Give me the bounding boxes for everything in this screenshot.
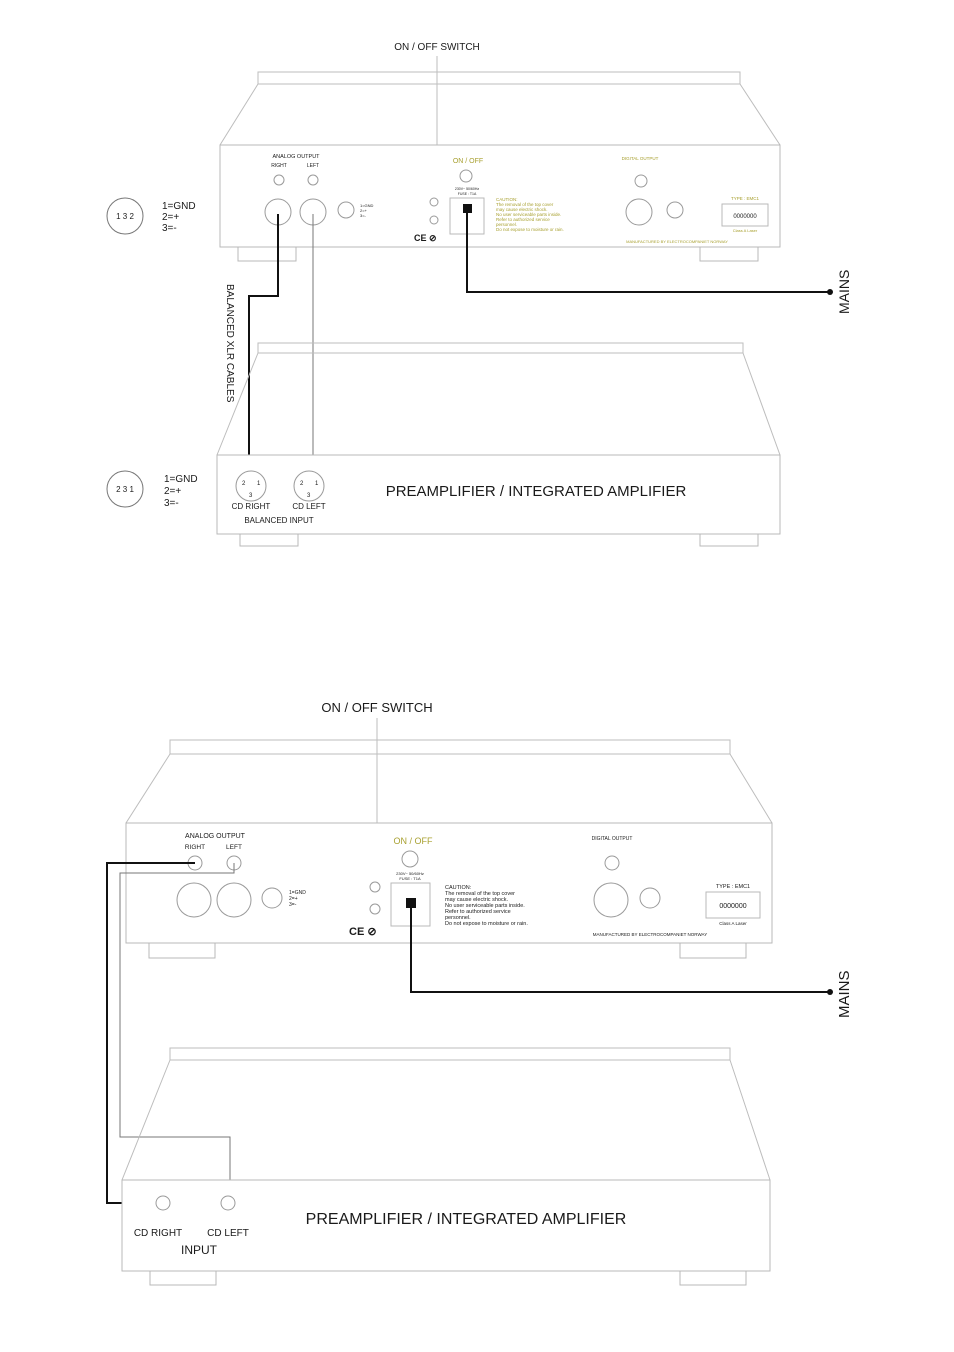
bottom-cd-left-label: CD LEFT: [207, 1228, 249, 1239]
top-balanced-input-label: BALANCED INPUT: [244, 516, 314, 525]
top-amp-r-pin3: 3: [249, 493, 253, 499]
bottom-digital-pins-icon: [640, 888, 660, 908]
bottom-mains-label: MAINS: [836, 970, 853, 1018]
bottom-small-pin-2: 2=+: [289, 896, 298, 902]
top-serial-number: 0000000: [733, 214, 757, 220]
svg-text:Do not expose to moisture or r: Do not expose to moisture or rain.: [496, 227, 564, 232]
svg-text:may cause electric shock.: may cause electric shock.: [496, 207, 548, 212]
bottom-mains-cable-end: [827, 989, 833, 995]
top-voltage-label: 230V~ 50/60Hz: [454, 187, 480, 191]
top-small-pin-1: 1=GND: [360, 203, 374, 208]
top-right-label: RIGHT: [271, 163, 287, 169]
xlr-out-line-1: 1=GND: [162, 201, 196, 212]
xlr-in-line-3: 3=-: [164, 498, 179, 509]
bottom-type-label: TYPE : EMC1: [715, 884, 751, 890]
svg-text:Refer to authorized service: Refer to authorized service: [445, 909, 511, 915]
top-amp-title: PREAMPLIFIER / INTEGRATED AMPLIFIER: [385, 483, 687, 500]
bottom-xlr-pins-icon: [262, 888, 282, 908]
top-digital-rca: [635, 175, 647, 187]
top-amplifier-unit: [217, 343, 780, 546]
top-diagram: [107, 42, 852, 546]
bottom-right-label: RIGHT: [184, 844, 206, 851]
bottom-fuse-label: FUSE : T1A: [399, 876, 421, 881]
top-terminal-icon: [430, 216, 438, 224]
svg-text:Refer to authorized service: Refer to authorized service: [496, 217, 550, 222]
top-cd-right-label: CD RIGHT: [231, 502, 271, 511]
bottom-amplifier-unit: [122, 1048, 770, 1285]
top-cd-left-label: CD LEFT: [292, 502, 326, 511]
svg-text:CAUTION:: CAUTION:: [496, 197, 518, 202]
top-digital-xlr: [626, 199, 652, 225]
svg-text:personnel.: personnel.: [445, 915, 471, 921]
bottom-terminal-icon: [370, 904, 380, 914]
svg-text:may cause electric shock.: may cause electric shock.: [445, 897, 508, 903]
bottom-digital-rca: [605, 856, 619, 870]
bottom-left-label: LEFT: [226, 844, 242, 851]
xlr-in-pins: 2 3 1: [116, 485, 134, 494]
bottom-input-label: INPUT: [181, 1243, 217, 1257]
top-on-off-text: ON / OFF: [452, 158, 484, 165]
svg-text:CAUTION:: CAUTION:: [445, 885, 472, 891]
bottom-power-switch[interactable]: [402, 851, 418, 867]
bottom-diagram: [107, 700, 853, 1285]
xlr-out-line-3: 3=-: [162, 223, 177, 234]
bottom-xlr-out-right: [177, 883, 211, 917]
bottom-source-unit: [126, 740, 772, 958]
svg-text:Do not expose to moisture or r: Do not expose to moisture or rain.: [445, 921, 528, 927]
bottom-on-off-text: ON / OFF: [393, 836, 433, 846]
top-digital-xlr-small: [338, 202, 354, 218]
top-analog-output-label: ANALOG OUTPUT: [272, 154, 320, 160]
top-xlr-legend-in: [107, 471, 198, 509]
svg-text:The removal of the top cover: The removal of the top cover: [496, 202, 554, 207]
bottom-cd-right-label: CD RIGHT: [133, 1228, 183, 1239]
top-type-label: TYPE : EMC1: [730, 196, 760, 201]
bottom-xlr-out-left: [217, 883, 251, 917]
top-laser-label: Class A Laser: [732, 228, 758, 233]
bottom-ground-icon: [370, 882, 380, 892]
bottom-small-pin-3: 3=-: [289, 902, 297, 908]
top-rca-right: [274, 175, 284, 185]
top-amp-l-pin3: 3: [307, 493, 311, 499]
xlr-in-line-2: 2=+: [164, 486, 182, 497]
bottom-amp-rca-left: [221, 1196, 235, 1210]
top-digital-output-label: DIGITAL OUTPUT: [621, 156, 659, 161]
bottom-digital-xlr: [594, 883, 628, 917]
bottom-digital-output-label: DIGITAL OUTPUT: [591, 836, 633, 842]
top-mains-label: MAINS: [836, 269, 852, 314]
top-manufactured-label: MANUFACTURED BY ELECTROCOMPANIET NORWAY: [626, 239, 728, 244]
bottom-ce-mark: CE ⊘: [349, 926, 377, 938]
svg-text:No user serviceable parts insi: No user serviceable parts inside.: [496, 212, 562, 217]
top-ground-icon: [430, 198, 438, 206]
top-amp-l-pin1: 1: [315, 481, 319, 487]
svg-text:personnel.: personnel.: [496, 222, 518, 227]
top-small-pin-2: 2=+: [360, 208, 367, 213]
xlr-out-pins: 1 3 2: [116, 212, 134, 221]
top-cable-label: BALANCED XLR CABLES: [224, 284, 235, 403]
top-power-switch[interactable]: [460, 170, 472, 182]
xlr-in-line-1: 1=GND: [164, 474, 198, 485]
top-left-label: LEFT: [306, 163, 320, 169]
top-switch-label: ON / OFF SWITCH: [394, 42, 480, 53]
top-mains-cable-end: [827, 289, 833, 295]
top-amp-r-pin1: 1: [257, 481, 261, 487]
svg-text:No user serviceable parts insi: No user serviceable parts inside.: [445, 903, 525, 909]
bottom-voltage-label: 230V~ 50/60Hz: [396, 871, 424, 876]
bottom-small-pin-1: 1=GND: [289, 890, 306, 896]
svg-text:The removal of the top cover: The removal of the top cover: [445, 891, 516, 897]
top-fuse-label: FUSE : T1A: [457, 192, 477, 196]
top-digital-pins-icon: [667, 202, 683, 218]
bottom-amp-rca-right: [156, 1196, 170, 1210]
bottom-amp-title: PREAMPLIFIER / INTEGRATED AMPLIFIER: [305, 1211, 627, 1228]
top-xlr-legend-out: [107, 198, 196, 234]
top-small-pin-3: 3=-: [360, 213, 366, 218]
bottom-switch-label: ON / OFF SWITCH: [321, 700, 433, 715]
bottom-laser-label: Class A Laser: [719, 921, 747, 926]
top-source-unit: [220, 72, 780, 261]
bottom-serial-number: 0000000: [719, 903, 747, 910]
bottom-analog-output-label: ANALOG OUTPUT: [185, 833, 245, 840]
xlr-out-line-2: 2=+: [162, 212, 180, 223]
top-amp-l-pin2: 2: [300, 481, 304, 487]
top-amp-r-pin2: 2: [242, 481, 246, 487]
bottom-manufactured-label: MANUFACTURED BY ELECTROCOMPANIET NORWAY: [592, 932, 708, 937]
top-ce-mark: CE ⊘: [414, 233, 437, 243]
top-rca-left: [308, 175, 318, 185]
